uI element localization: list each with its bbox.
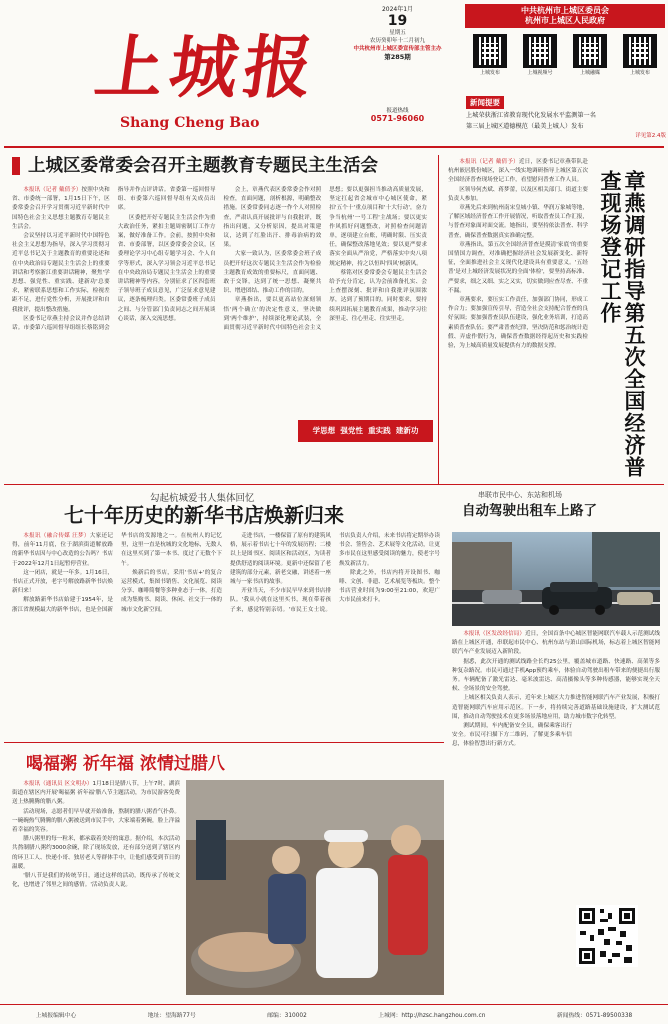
festival-photo	[186, 780, 444, 995]
page-footer	[0, 1004, 668, 1024]
publisher-banner	[465, 4, 665, 28]
date-weekday: 星期五	[389, 30, 406, 36]
paragraph: 章燕要求，要压实工作责任，加强部门协同，形成工作合力；要加强宣传引导，营造全社会支持配合普查的良好氛围；要加强普查员队伍建设，强化业务培训，打造高素质普查队伍；要严肃普查纪律，坚决防范和惩治统计造假、弄虚作假行为，确保普查数据经得起历史和实践检验，为上城高质量发展提供有力的数据支撑。	[448, 297, 588, 350]
qr-code-icon	[473, 34, 507, 68]
qr-caption: 上城发布	[629, 70, 650, 76]
side-headline[interactable]: 章燕调研指导第五次全国经济普查现场登记工作	[598, 170, 646, 478]
paragraph: 大家一致认为，区委常委会班子成员把开好这次专题民主生活会作为检验主题教育成效的重要标尺，直面问题、敢于交锋，达到了统一思想、凝聚共识、增进团结、推动工作的目的。	[223, 251, 322, 295]
qr-code-icon	[623, 34, 657, 68]
masthead-divider	[4, 146, 664, 148]
qr-code-icon	[523, 34, 557, 68]
footer-item: 地址：望海路77号	[147, 1013, 196, 1019]
masthead-logo: 上城报	[90, 28, 324, 108]
paragraph: 1月18日是腊八节，上午7时，湖滨街道在辖区内开展'喝福粥 祈年福'腊八节主题活动，为市民游客免费送上热腾腾的腊八粥。	[12, 781, 180, 806]
headline-marker	[12, 157, 20, 175]
taxi-subtitle: 串联市民中心、东站和机场	[478, 491, 562, 499]
paragraph: 测试期间，车内配备安全员，确保乘客出行安全。市民可扫描下方二维码，了解更多乘车信息，体验智慧出行新方式。	[452, 723, 572, 748]
paragraph: 除此之外，书店内将开设图书、咖啡、文创、非遗、艺术展览等板块。整个书店营业时间为9:00至21:00，欢迎广大市民前来打卡。	[339, 569, 440, 604]
festival-photo-image	[186, 780, 444, 995]
paragraph: 按照中央和省、市委统一部署，1月15日下午，区委常委会召开学习贯彻习近平新时代中国特色社会主义思想主题教育专题民主生活会。	[12, 187, 110, 230]
side-article-body	[448, 158, 588, 480]
hotline	[340, 106, 455, 123]
paragraph: 大家还记得，前年11月底，位于湖滨街道解放路的新华书店因与中心改造的公告吗？书店于2022年12月1日起暂停营业。	[12, 533, 113, 567]
news-summary-item[interactable]: 第三届上城区道德模范（最美上城人）发布	[466, 123, 584, 130]
date-day: 19	[387, 13, 408, 29]
footer-item: 上城报编辑中心	[35, 1013, 77, 1019]
section-divider	[4, 484, 664, 485]
paragraph: 会上，章燕代表区委常委会作对照检查，直面问题，剖析根源，明确整改措施。区委常委同志逐一作个人对照检查，严肃认真开展批评与自我批评，既指出问题，又分析原因，提出对策建议，达到了红脸出汗、排毒治病的效果。	[223, 187, 322, 249]
taxi-photo	[452, 532, 660, 626]
paragraph: 开业当天，不少市民早早来到书店排队。'我从小就在这里买书，现在带着孩子来，感觉特别亲切。'市民王女士说。书店负责人介绍，未来书店将定期举办读书会、签售会、艺术展等文化活动，让更多市民在这里感受阅读的魅力，使老字号焕发新活力。	[230, 533, 440, 613]
news-summary	[466, 90, 666, 139]
paragraph: 章燕指出，要以更高站位深刻领悟'两个确立'的决定性意义，坚决做到'两个维护'，持续深化理论武装，全面贯彻习近平新时代中国特色社会主义思想；要以更强担当推动高质量发展，坚定扛起省会城市中心城区使命，紧扣'五个十'重点项目和'十大行动'，奋力争当杭州'一号工程'主战场；要以更实作风抓好问题整改，对照检查问题清单，逐项建立台账，明确时限、压实责任，确保整改落地见效；要以更严要求落实全面从严治党，严格落实中央八项规定精神，持之以恒纠'四风'树新风。	[223, 187, 427, 332]
qr-code[interactable]	[570, 34, 610, 76]
slogan-item: 重实践	[368, 426, 391, 435]
paragraph: 焕新后的书店，采用'书店+'的复合运营模式，集图书销售、文化展览、阅读分享、咖啡简餐等多种业态于一体，打造成为集购书、阅读、休闲、社交于一体的城市文化新空间。	[121, 569, 222, 613]
article-lead: 本报讯（记者 戴倩予）	[23, 187, 82, 193]
slogan-item: 强党性	[340, 426, 363, 435]
taxi-photo-image	[452, 532, 660, 626]
paragraph: 走进书店，一楼保留了原有的建筑风格，展示着书店七十年的发展历程；二楼以上是图书区、阅读区和活动区，为读者提供舒适的阅读环境。更新中还保留了老建筑的部分元素，新老交融，讲述着一座城与一家书店的故事。	[230, 533, 331, 586]
paragraph: 章燕先后来到杭州南宋皇城小镇、华润万象城等地，了解区域经济普查工作开展情况，听取普查员工作汇报，与普查对象面对面交流。她指出，要坚持依法普查、科学普查，确保普查数据真实准确完整。	[448, 205, 588, 239]
news-summary-note: 详见第2.4版	[635, 133, 666, 139]
qr-caption: 上城融媒	[579, 70, 600, 76]
paragraph: 蔡铭对区委常委会专题民主生活会给予充分肯定，认为会前准备扎实、会上查摆深刻、批评和自我批评氛围浓厚，达到了预期目的。同时要求，要持续巩固拓展主题教育成果，推动学习往深里走、往心里走、往实里走。	[329, 269, 427, 322]
festival-headline[interactable]: 喝福粥 祈年福 浓情过腊八	[26, 754, 225, 774]
paragraph: 上城区相关负责人表示，近年来上城区大力推进智能网联汽车产业发展，积极打造智能网联汽车应用示范区。下一步，将持续完善道路基础设施建设，扩大测试范围，推动自动驾驶技术在更多场景落地应用，助力城市数字化转型。	[452, 695, 660, 720]
paragraph: 据悉，此次开通的测试线路全长约25公里，覆盖城市道路、快速路、高架等多种复杂路况。市民可通过手机App预约乘车，体验自动驾驶出租车带来的便捷出行服务。车辆配备了激光雷达、毫米波雷达、高清摄像头等多种传感器，能够实现全天候、全场景的安全驾驶。	[452, 658, 660, 693]
slogan-banner	[298, 420, 433, 442]
bookstore-subtitle: 勾起杭城爱书人集体回忆	[150, 493, 255, 504]
qr-caption: 上城视频号	[527, 70, 553, 76]
party-committee: 中共杭州市上城区委员会	[521, 6, 609, 15]
hotline-number: 0571-96060	[370, 114, 425, 123]
news-summary-header: 新闻提要	[466, 96, 504, 109]
bookstore-headline[interactable]: 七十年历史的新华书店焕新归来	[64, 503, 344, 527]
qr-code-icon	[576, 905, 638, 967]
paragraph: 解放路新华书店始建于1954年，是浙江省规模最大的新华书店，也是全国新华书店的发源地之一。在杭州人的记忆里，这里一直是杭城的文化地标，无数人在这里买到了第一本书、度过了无数个下午。	[12, 533, 222, 613]
paragraph: 章燕指出，第五次全国经济普查是摸清'家底'的重要国情国力调查，对准确把握经济社会发展新变化、新特征，全面推进社会主义现代化建设具有重要意义。'五经普'是对上城经济发展状况的全面'体检'，要坚持高标准、严要求，细之又细、实之又实，切实做到应查尽查、不重不漏。	[448, 241, 588, 294]
qr-caption: 上城发布	[479, 70, 500, 76]
paragraph: 近日，区委书记章燕带队赴杭州嵌居股份城区，深入一线实地调研指导上城区第五次全国经济普查现场登记工作，看望慰问普查工作人员。	[448, 159, 588, 184]
column-divider	[438, 155, 439, 485]
paragraph: 近日，全国首条中心城区智能网联汽车载人示范测试线路在上城区开通，串联起市民中心、杭州东站与萧山国际机场，标志着上城区智能网联汽车产业发展迈入新阶段。	[452, 631, 660, 656]
footer-item: 邮编：310002	[267, 1013, 307, 1019]
date-year-month: 2024年1月	[381, 6, 414, 13]
paragraph: 区领导何杰斌、蒋梦蕾，以及区相关部门、街道主要负责人参加。	[448, 186, 588, 202]
paragraph: 会议坚持以习近平新时代中国特色社会主义思想为指导，深入学习贯彻习近平总书记关于主题教育的重要论述和在中央政治局专题民主生活会上的重要讲话和考察浙江重要讲话精神，聚焦'学思想、强党性、重实践、建新功'总要求，紧密联系思想和工作实际，检视差距不足，进行党性分析，开展批评和自我批评，提出整改措施。	[12, 233, 110, 313]
government: 杭州市上城区人民政府	[525, 16, 605, 25]
qr-code-row	[470, 34, 660, 76]
paragraph: 腊八粥里的每一粒米，都承载着美好的寓意。据介绍，本次活动共熬制腊八粥约3000余碗，除了现场发放，还有部分送到了辖区内的环卫工人、快递小哥、独居老人等群体手中，让他们感受到节日的温暖。	[12, 836, 180, 870]
qr-code[interactable]	[470, 34, 510, 76]
main-headline[interactable]: 上城区委常委会召开主题教育专题民主生活会	[28, 156, 378, 176]
news-summary-item[interactable]: 上城荣获浙江省教育现代化发展水平监测第一名	[466, 112, 596, 119]
qr-code[interactable]	[520, 34, 560, 76]
date-block	[340, 4, 455, 104]
slogan-item: 建新功	[395, 426, 419, 435]
taxi-headline[interactable]: 自动驾驶出租车上路了	[462, 503, 597, 519]
festival-article-body	[12, 780, 180, 1000]
masthead-logo-pinyin: Shang Cheng Bao	[120, 115, 260, 131]
article-lead: 本报讯（记者 戴倩予）	[459, 159, 519, 165]
issue-number: 第285期	[384, 53, 411, 61]
footer-link[interactable]: 上城网：http://hzsc.hangzhou.com.cn	[378, 1013, 486, 1019]
paragraph: 活动现场，志愿者们早早就开始准备，熬制的腊八粥香气扑鼻。一碗碗热气腾腾的腊八粥被送到市民手中，大家端着粥碗，脸上洋溢着幸福的笑容。	[12, 808, 180, 834]
masthead	[0, 0, 668, 148]
paragraph: 区委书记章燕主持会议并作总结讲话。市委第六巡回督导组组长蔡铭到会指导并作点评讲话。省委第一巡回督导组、市委第六巡回督导组有关成员出席。	[12, 187, 216, 332]
article-lead: 本报讯（通讯员 区文明办）	[23, 781, 93, 787]
qr-code[interactable]	[620, 34, 660, 76]
main-article-body	[12, 186, 427, 516]
paragraph: '腊八节是我们的传统节日，通过这样的活动，既传承了传统文化，也增进了邻里之间的感情。'活动负责人说。	[12, 873, 180, 889]
article-lead: 本报讯（区发改经信局）	[463, 631, 526, 637]
hotline-label: 报道热线	[386, 108, 409, 114]
slogan-item: 学思想	[312, 426, 336, 435]
paragraph: 这一闭店，就是一年多。1月16日，书店正式开放，老字号解放路新华书店焕新归来！	[12, 569, 113, 595]
bookstore-article-body	[12, 532, 440, 737]
qr-code-icon	[573, 34, 607, 68]
article-lead: 本报讯（融合传媒 汪梦）	[23, 533, 90, 539]
footer-item: 新闻热线：0571-89500338	[556, 1013, 633, 1019]
publisher: 中共杭州市上城区委宣传部主管主办	[353, 46, 442, 52]
taxi-qr-code[interactable]	[576, 905, 638, 967]
paragraph: 区委把开好专题民主生活会作为重大政治任务，紧扣主题周密制订工作方案，做好准备工作。会前，按照中央和省、市委部署，以区委常委会会议，区委理论学习中心组专题学习会、个人自学等形式，深入学习领会习近平总书记在中央政治局专题民主生活会上的重要讲话精神等内容，分别征求了区四套班子领导班子成员意见，广泛征求意见建议，逐条梳理归类。区委常委班子成员之间、与分管部门负责同志之间开展谈心谈话，深入交流思想。	[117, 214, 216, 322]
date-lunar: 农历癸卯年十二月初九	[369, 38, 425, 44]
section-divider	[4, 742, 444, 743]
